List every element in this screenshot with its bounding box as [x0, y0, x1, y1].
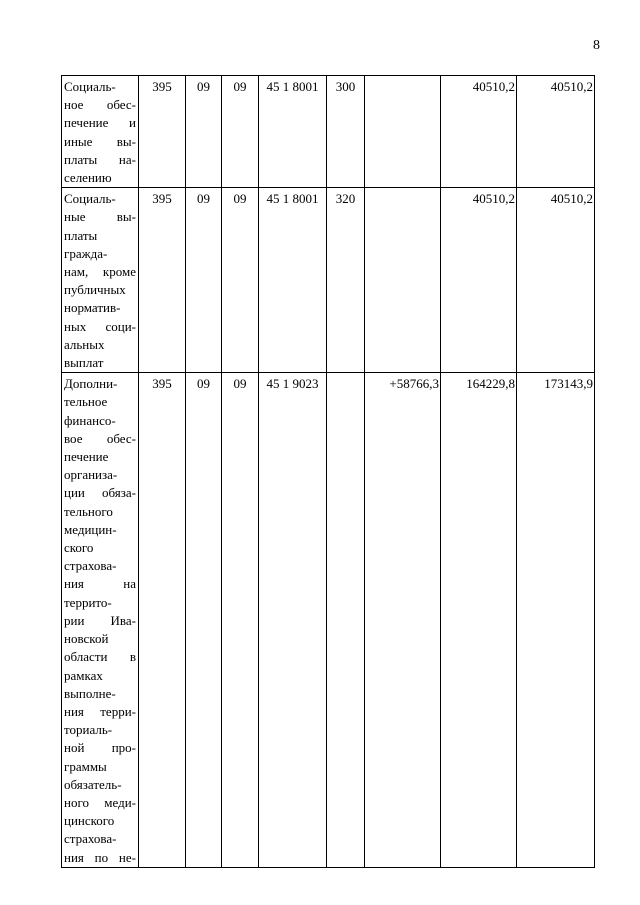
amount-total-cell: 173143,9	[517, 373, 595, 867]
description-line: ния на	[64, 576, 136, 592]
description-line: ного меди-	[64, 794, 136, 810]
description-line: платы на-	[64, 151, 136, 167]
table-row	[62, 373, 595, 867]
amount-cell: 40510,2	[441, 188, 517, 373]
description-line: Дополни-	[64, 376, 118, 392]
description-line: выполне-	[64, 685, 116, 701]
description-line: норматив-	[64, 300, 121, 316]
target-article-cell: 45 1 8001	[259, 188, 327, 373]
description-line: ные вы-	[64, 209, 136, 225]
description-cell	[62, 76, 139, 188]
description-line: ное обес-	[64, 97, 136, 113]
page-number: 8	[593, 38, 600, 53]
description-line: цинского	[64, 813, 115, 829]
description-line: рамках	[64, 667, 103, 683]
change-amount-cell	[365, 188, 441, 373]
amount-total-cell: 40510,2	[517, 188, 595, 373]
description-line: ского	[64, 540, 94, 556]
description-line: печение	[64, 449, 109, 465]
amount-cell: 40510,2	[441, 76, 517, 188]
description-line: ния терри-	[64, 703, 136, 719]
description-line: рии Ива-	[64, 612, 136, 628]
description-line: ных соци-	[64, 318, 136, 334]
description-line: области в	[64, 649, 136, 665]
expense-type-cell	[327, 373, 365, 867]
description-line: медицин-	[64, 521, 117, 537]
description-line: ной про-	[64, 740, 136, 756]
description-line: публичных	[64, 282, 126, 298]
description-cell	[62, 373, 139, 867]
description-line: нам, кроме	[64, 264, 136, 280]
subsection-cell: 09	[222, 188, 259, 373]
description-line: Социаль-	[64, 191, 116, 207]
kbk-code-cell: 395	[139, 76, 186, 188]
expense-type-cell: 300	[327, 76, 365, 188]
table-row	[62, 188, 595, 373]
description-line: обязатель-	[64, 776, 122, 792]
description-line: вое обес-	[64, 430, 136, 446]
kbk-code-cell: 395	[139, 188, 186, 373]
description-line: селению	[64, 170, 112, 186]
description-line: ции обяза-	[64, 485, 136, 501]
amount-total-cell: 40510,2	[517, 76, 595, 188]
description-line: альных	[64, 336, 105, 352]
description-line: страхова-	[64, 831, 117, 847]
description-line: страхова-	[64, 558, 117, 574]
amount-cell: 164229,8	[441, 373, 517, 867]
description-line: тельное	[64, 394, 108, 410]
section-cell: 09	[186, 76, 222, 188]
budget-table	[61, 75, 595, 868]
subsection-cell: 09	[222, 76, 259, 188]
change-amount-cell	[365, 76, 441, 188]
description-line: террито-	[64, 594, 112, 610]
description-line: платы	[64, 227, 98, 243]
target-article-cell: 45 1 9023	[259, 373, 327, 867]
section-cell: 09	[186, 373, 222, 867]
description-line: граммы	[64, 758, 107, 774]
description-line: печение и	[64, 115, 136, 131]
description-line: организа-	[64, 467, 118, 483]
description-line: финансо-	[64, 412, 116, 428]
target-article-cell: 45 1 8001	[259, 76, 327, 188]
description-line: гражда-	[64, 245, 108, 261]
description-line: новской	[64, 631, 109, 647]
description-line: иные вы-	[64, 133, 136, 149]
kbk-code-cell: 395	[139, 373, 186, 867]
description-line: ториаль-	[64, 722, 113, 738]
description-line: Социаль-	[64, 79, 116, 94]
table-row	[62, 76, 595, 188]
description-line: ния по не-	[64, 849, 136, 865]
description-line: выплат	[64, 355, 104, 371]
description-line: тельного	[64, 503, 113, 519]
section-cell: 09	[186, 188, 222, 373]
description-cell	[62, 188, 139, 373]
subsection-cell: 09	[222, 373, 259, 867]
expense-type-cell: 320	[327, 188, 365, 373]
change-amount-cell: +58766,3	[365, 373, 441, 867]
